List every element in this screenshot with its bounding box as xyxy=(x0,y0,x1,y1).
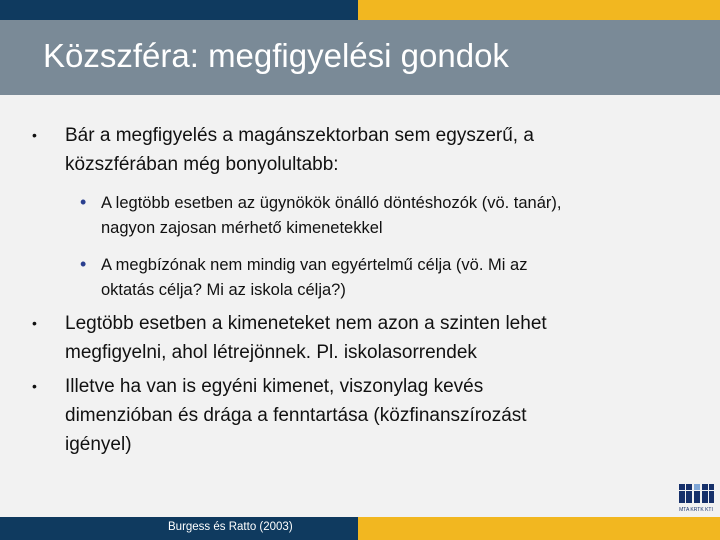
bullet-marker: • xyxy=(32,315,37,331)
bullet-2-line-1: Legtöbb esetben a kimeneteket nem azon a szinten lehet xyxy=(65,313,547,334)
sub-bullet-2-line-1: A megbízónak nem mindig van egyértelmű célja (vö. Mi az xyxy=(101,256,528,274)
sub-bullet-2-line-2: oktatás célja? Mi az iskola célja?) xyxy=(101,281,346,299)
sub-bullet-1-line-1: A legtöbb esetben az ügynökök önálló döntéshozók (vö. tanár), xyxy=(101,194,562,212)
bullet-marker: • xyxy=(32,378,37,394)
slide-title: Közszféra: megfigyelési gondok xyxy=(43,37,509,74)
footer-gold xyxy=(358,517,720,540)
bullet-1 xyxy=(32,121,652,179)
sub-bullet-1-line-2: nagyon zajosan mérhető kimenetekkel xyxy=(101,219,383,237)
bullet-1-line-1: Bár a megfigyelés a magánszektorban sem egyszerű, a xyxy=(65,125,534,146)
bullet-3-line-1: Illetve ha van is egyéni kimenet, viszonylag kevés xyxy=(65,376,484,397)
bullet-2-line-2: megfigyelni, ahol létrejönnek. Pl. iskolasorrendek xyxy=(65,342,477,363)
bullet-3-line-3: igényel) xyxy=(65,434,132,455)
top-accent-gold xyxy=(358,0,720,20)
footer-citation: Burgess és Ratto (2003) xyxy=(168,521,293,533)
sub-bullet-1 xyxy=(80,191,680,241)
sub-bullet-marker: • xyxy=(80,254,87,274)
bullet-3-line-2: dimenzióban és drága a fenntartása (közfinanszírozást xyxy=(65,405,527,426)
bullet-1-line-2: közszférában még bonyolultabb: xyxy=(65,154,339,175)
top-accent-bar xyxy=(0,0,720,20)
bullet-3 xyxy=(32,372,652,459)
bullet-marker: • xyxy=(32,127,37,143)
sub-bullet-2 xyxy=(80,253,680,303)
logo-caption: MTA KRTK KTI xyxy=(679,507,713,513)
institution-logo-icon xyxy=(676,480,716,516)
bullet-2 xyxy=(32,309,652,367)
sub-bullet-marker: • xyxy=(80,192,87,212)
footer-bar xyxy=(0,517,720,540)
top-accent-navy xyxy=(0,0,358,20)
